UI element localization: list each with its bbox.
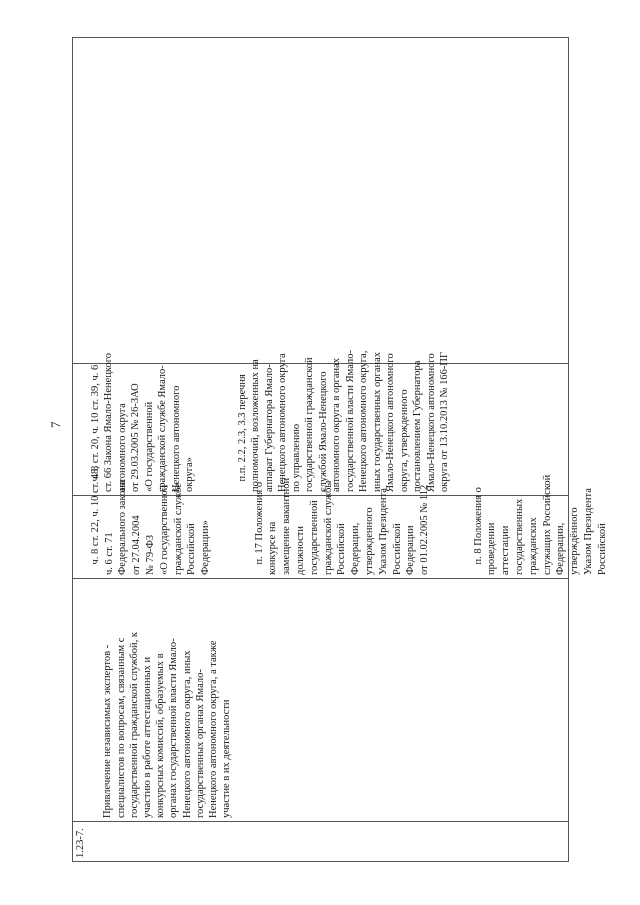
regional-acts-cell (73, 350, 568, 495)
regulation-table (72, 37, 608, 862)
federal-act-3: п. 8 Положения о проведении аттестации государственных гражданских служащих Российской Федерации, утверждённого Указом Президента Российской (472, 474, 608, 575)
regional-act-1: ч. 8 ст. 20, ч. 10 ст. 39, ч. 6 ст. 66 Закона Ямало-Ненецкого автономного округа от 29.03.2005 № 26-ЗАО «О государственной гражданской службе Ямало- Ненецкого автономного округа» (89, 352, 195, 492)
federal-act-1: ч. 8 ст. 22, ч. 10 ст. 48, ч. 6 ст. 71 Федерального закона от 27.04.2004 № 79-ФЗ «О государственной гражданской службе Российской Федерации» (89, 466, 212, 575)
federal-acts-cell (73, 466, 608, 578)
federal-act-2: п. 17 Положения о конкурсе на замещение вакантной должности государственной гражданской службы Российской Федерации, утвержденного Указом Президента Российской Федерации от 01.02.2005 № 112 (253, 477, 431, 575)
function-name: Привлечение независимых экспертов - специалистов по вопросам, связанным с государственной гражданской службой, к участию в работе аттестационных и конкурсных комиссий, образуемых в органах государственной власти Ямало- Ненецкого автономного округа, иных государственных органах Ямало- Ненецкого автономного округа, а также участие в их деятельности (102, 632, 233, 818)
empty-cell (73, 38, 568, 363)
page-number: 7 (48, 421, 63, 428)
function-name-cell (73, 578, 568, 821)
row-number: 1.23-7. (75, 828, 86, 858)
regional-act-2: п.п. 2.2, 2.3, 3.3 перечня полномочий, возложенных на аппарат Губернатора Ямало- Ненецкого автономного округа по управлению государственной гражданской службой Ямало-Ненецкого автономного округа в органах государственной власти Ямало- Ненецкого автономного округа, иных государственных органах Ямало-Ненецкого автономного округа, утвержденного постановлением Губернатора Ямало-Ненецкого автономного округа от 13.10.2013 № 166-ПГ (236, 350, 450, 492)
row-number-cell (73, 821, 568, 861)
